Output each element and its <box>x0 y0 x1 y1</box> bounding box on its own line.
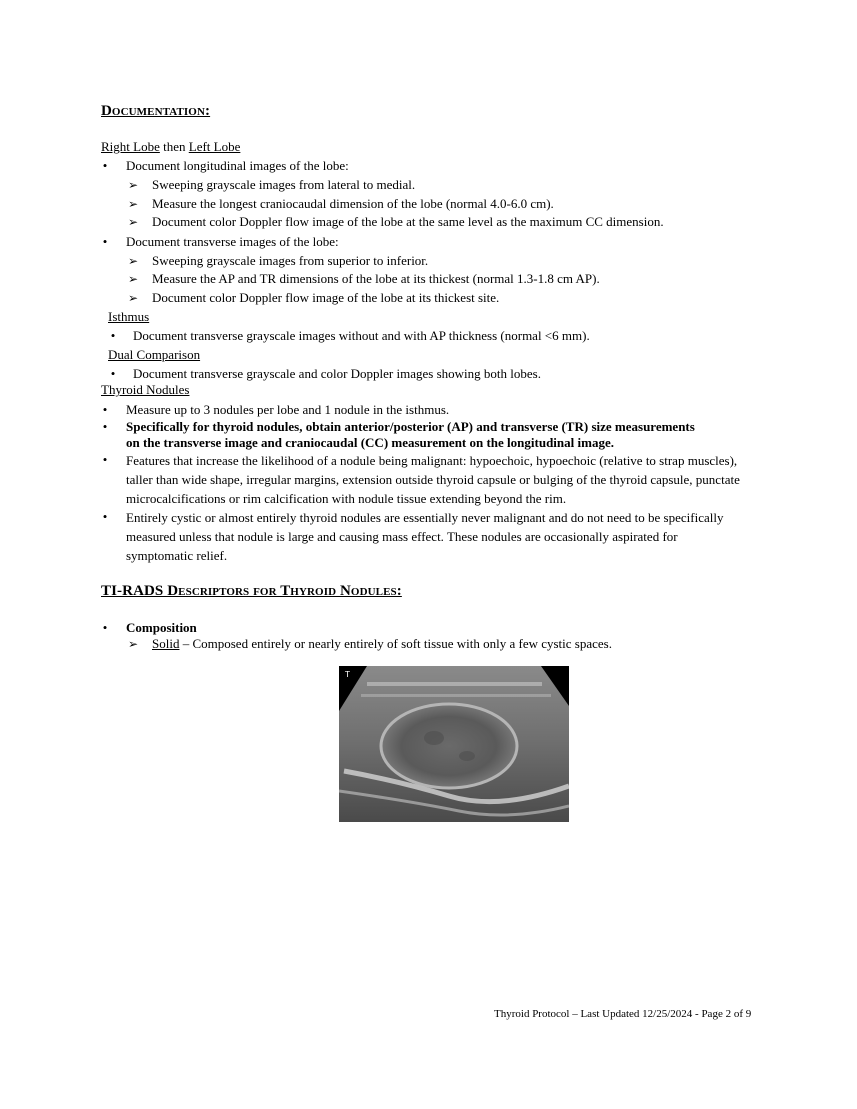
composition-title: Composition <box>126 620 197 635</box>
bullet-icon: • <box>102 419 108 434</box>
list-item: Measure the AP and TR dimensions of the lobe at its thickest (normal 1.3-1.8 cm AP). <box>152 271 600 286</box>
page-footer: Thyroid Protocol – Last Updated 12/25/2024 - Page 2 of 9 <box>494 1008 752 1020</box>
then-text: then <box>159 139 189 154</box>
list-item: Sweeping grayscale images from lateral to medial. <box>152 177 416 192</box>
transverse-title: Document transverse images of the lobe: <box>126 234 339 249</box>
solid-description <box>152 636 612 652</box>
bullet-icon: • <box>102 452 108 467</box>
arrow-bullet-icon: ➢ <box>128 197 139 211</box>
bullet-icon: • <box>102 509 108 524</box>
thyroid-nodules-label: Thyroid Nodules <box>101 382 190 397</box>
ultrasound-image <box>339 666 569 822</box>
arrow-bullet-icon: ➢ <box>128 178 139 192</box>
arrow-bullet-icon: ➢ <box>128 272 139 286</box>
bullet-icon: • <box>110 366 116 381</box>
documentation-heading: Documentation: <box>101 103 211 119</box>
lobes-line <box>101 139 240 155</box>
arrow-bullet-icon: ➢ <box>128 637 139 651</box>
right-lobe-label: Right Lobe <box>101 139 160 154</box>
bullet-icon: • <box>110 328 116 343</box>
nodules-item-3: Features that increase the likelihood of a nodule being malignant: hypoechoic, hypoechoic (relative to strap muscles), taller than wide shape, irregular margins, extension outside thyroid capsule or bulging of the thyroid capsule, punctate microcalcifications or rim calcification with nodule tissue extending beyond the rim. <box>126 453 740 506</box>
list-item: Measure the longest craniocaudal dimension of the lobe (normal 4.0-6.0 cm). <box>152 196 554 211</box>
bullet-icon: • <box>102 158 108 173</box>
tirads-heading: TI-RADS Descriptors for Thyroid Nodules: <box>101 583 402 599</box>
dual-comparison-label: Dual Comparison <box>108 347 201 362</box>
left-lobe-label: Left Lobe <box>188 139 241 154</box>
bullet-icon: • <box>102 620 108 635</box>
bullet-icon: • <box>102 234 108 249</box>
list-item: Document color Doppler flow image of the lobe at its thickest site. <box>152 290 500 305</box>
nodules-item-2-line-2: on the transverse image and craniocaudal (CC) measurement on the longitudinal image. <box>126 435 614 450</box>
bullet-icon: • <box>102 402 108 417</box>
arrow-bullet-icon: ➢ <box>128 254 139 268</box>
solid-text: – Composed entirely or nearly entirely of soft tissue with only a few cystic spaces. <box>179 636 612 651</box>
nodules-item-2-line-1: Specifically for thyroid nodules, obtain anterior/posterior (AP) and transverse (TR) size measurements <box>126 419 695 434</box>
ultrasound-graphic <box>339 666 569 822</box>
arrow-bullet-icon: ➢ <box>128 291 139 305</box>
longitudinal-title: Document longitudinal images of the lobe: <box>126 158 349 173</box>
isthmus-item: Document transverse grayscale images without and with AP thickness (normal <6 mm). <box>133 328 590 343</box>
dual-comparison-item: Document transverse grayscale and color Doppler images showing both lobes. <box>133 366 541 381</box>
list-item: Document color Doppler flow image of the lobe at the same level as the maximum CC dimension. <box>152 214 664 229</box>
arrow-bullet-icon: ➢ <box>128 215 139 229</box>
nodules-item-1: Measure up to 3 nodules per lobe and 1 nodule in the isthmus. <box>126 402 450 417</box>
image-marker: T <box>345 670 350 679</box>
solid-label: Solid <box>152 636 180 651</box>
isthmus-label: Isthmus <box>108 309 150 324</box>
nodules-item-4: Entirely cystic or almost entirely thyroid nodules are essentially never malignant and do not need to be specifically measured unless that nodule is large and causing mass effect. These nodules are occasionally aspirated for symptomatic relief. <box>126 510 724 563</box>
list-item: Sweeping grayscale images from superior to inferior. <box>152 253 429 268</box>
